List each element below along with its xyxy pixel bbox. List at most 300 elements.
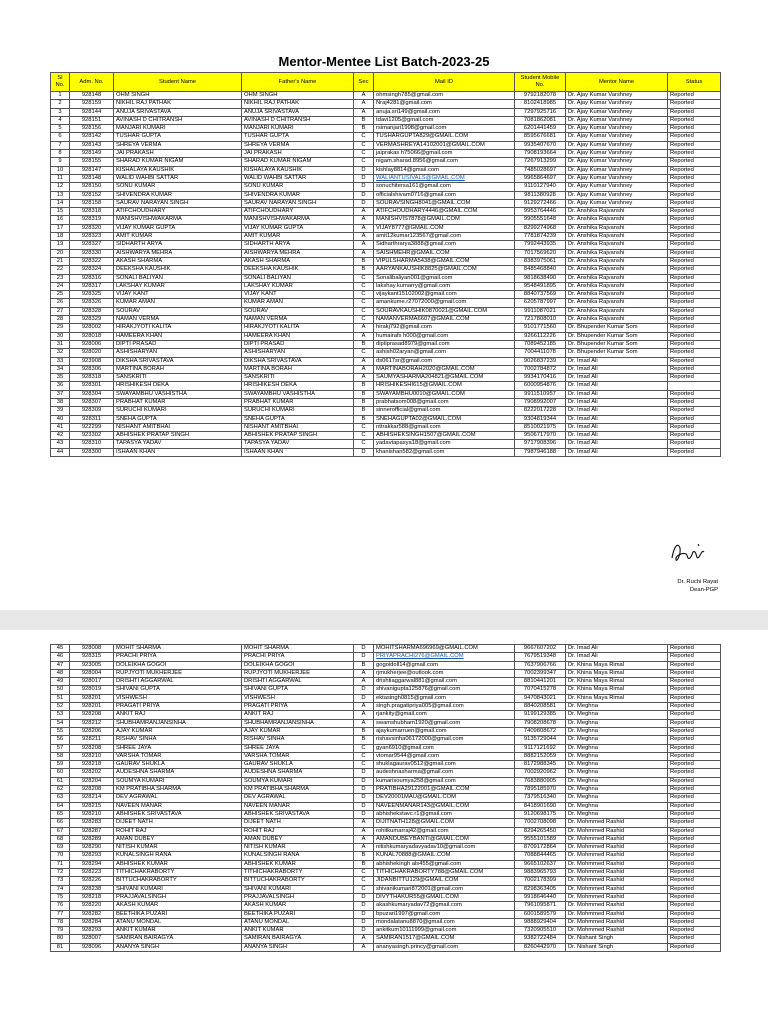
cell-fathers-name: PRAJJAVALSINGH — [242, 893, 354, 901]
cell-adm-no: 928149 — [70, 150, 114, 158]
cell-mail-id: DIVYTHAKUR55@GMAIL.COM — [374, 893, 515, 901]
table-header-row — [51, 73, 721, 92]
cell-mail-id: humairafs h000@gmail.com — [374, 332, 515, 340]
cell-student-name: PRACHI PRIYA — [114, 653, 242, 661]
cell-adm-no: 928318 — [70, 374, 114, 382]
cell-sec: A — [354, 92, 374, 100]
cell-sl-no: 27 — [51, 307, 70, 315]
cell-fathers-name: TITHICHAKRABORTY — [242, 869, 354, 877]
cell-sec: A — [354, 365, 374, 373]
table-row — [51, 374, 721, 382]
cell-fathers-name: RUPJYOTI MUKHERJEE — [242, 669, 354, 677]
table-row — [51, 257, 721, 265]
cell-fathers-name: MANJARI KUMARI — [242, 125, 354, 133]
cell-mobile-no: 9304819344 — [515, 415, 566, 423]
cell-fathers-name: AMAN DUBEY — [242, 835, 354, 843]
cell-sec: A — [354, 678, 374, 686]
cell-fathers-name: ANANYA SINGH — [242, 943, 354, 951]
cell-mail-id: shivanigupta125876@gmail.com — [374, 686, 515, 694]
cell-adm-no: 923302 — [70, 432, 114, 440]
cell-status: Reported — [668, 794, 721, 802]
cell-sl-no: 38 — [51, 398, 70, 406]
cell-adm-no: 928151 — [70, 116, 114, 124]
cell-fathers-name: LAKSHAY KUMAR — [242, 282, 354, 290]
cell-student-name: AMIT KUMAR — [114, 233, 242, 241]
cell-adm-no: 928311 — [70, 415, 114, 423]
mentor-mentee-table-part-2 — [50, 644, 721, 952]
cell-sl-no: 56 — [51, 736, 70, 744]
cell-mentor-name: Dr. Imad Ali — [566, 432, 668, 440]
table-row — [51, 736, 721, 744]
cell-sl-no: 47 — [51, 661, 70, 669]
cell-adm-no: 928320 — [70, 224, 114, 232]
cell-adm-no: 928215 — [70, 802, 114, 810]
table-row — [51, 769, 721, 777]
table-row — [51, 191, 721, 199]
cell-adm-no: 928007 — [70, 935, 114, 943]
cell-student-name: NIKHIL RAJ PATHAK — [114, 100, 242, 108]
cell-mail-id: ohmsingh785@gmail.com — [374, 92, 515, 100]
cell-mail-id: ATIFCHOUDHARY4446@GMAIL.COM — [374, 208, 515, 216]
cell-sl-no: 63 — [51, 794, 70, 802]
cell-mail-id: nigam.sharad.8956@gmail.com — [374, 158, 515, 166]
cell-fathers-name: DEV AGRAWAL — [242, 794, 354, 802]
cell-status: Reported — [668, 927, 721, 935]
table-row — [51, 407, 721, 415]
cell-student-name: DIJEET NATH — [114, 819, 242, 827]
cell-mentor-name: Dr. Mohmmed Rashid — [566, 835, 668, 843]
cell-student-name: GAURAV SHUKLA — [114, 761, 242, 769]
cell-student-name: DRISHTI AGGARWAL — [114, 678, 242, 686]
cell-sl-no: 22 — [51, 266, 70, 274]
table-body-part-1 — [51, 92, 721, 457]
cell-sl-no: 6 — [51, 133, 70, 141]
cell-sec: B — [354, 860, 374, 868]
cell-status: Reported — [668, 736, 721, 744]
cell-sec: D — [354, 893, 374, 901]
cell-mobile-no: 6001589579 — [515, 910, 566, 918]
cell-adm-no: 928142 — [70, 133, 114, 141]
cell-mentor-name: Dr. Anshika Rajvanshi — [566, 266, 668, 274]
cell-fathers-name: HRISHIKESH DEKA — [242, 382, 354, 390]
cell-adm-no: 928155 — [70, 158, 114, 166]
cell-mobile-no: 7679519348 — [515, 653, 566, 661]
header-status: Status — [668, 73, 721, 92]
table-row — [51, 761, 721, 769]
cell-fathers-name: ATANU MONDAL — [242, 918, 354, 926]
cell-sec: C — [354, 141, 374, 149]
cell-sec: B — [354, 116, 374, 124]
cell-mobile-no: 8595676681 — [515, 133, 566, 141]
signatory-designation: Dean-PGP — [689, 587, 718, 593]
table-row — [51, 423, 721, 431]
cell-student-name: HAMEERA KHAN — [114, 332, 242, 340]
cell-status: Reported — [668, 860, 721, 868]
cell-sec: C — [354, 432, 374, 440]
cell-student-name: ABHISHEK KUMAR — [114, 860, 242, 868]
table-row — [51, 943, 721, 951]
cell-mentor-name: Dr. Meghna — [566, 769, 668, 777]
cell-sl-no: 36 — [51, 382, 70, 390]
cell-mail-id: Sonalibaliyan001@gmail.com — [374, 274, 515, 282]
cell-student-name: TITHICHAKRABORTY — [114, 869, 242, 877]
cell-student-name: SOUMYA KUMARI — [114, 777, 242, 785]
cell-adm-no: 928204 — [70, 777, 114, 785]
cell-sec: D — [354, 166, 374, 174]
cell-sec: C — [354, 307, 374, 315]
cell-mobile-no: 8840737569 — [515, 291, 566, 299]
cell-sl-no: 37 — [51, 390, 70, 398]
cell-mail-id: SWAYAMBHU0010@GMAIL.COM — [374, 390, 515, 398]
cell-mail-id[interactable]: WALIANTUSIVALS@GMAIL.COM — [374, 174, 515, 182]
cell-mail-id: MOHITSHARMA696969@GMAIL.COM — [374, 645, 515, 653]
cell-sl-no: 76 — [51, 902, 70, 910]
cell-sec: A — [354, 719, 374, 727]
cell-mail-id: lakshay.kumarry@gmail.com — [374, 282, 515, 290]
cell-student-name: SHREYA VERMA — [114, 141, 242, 149]
cell-mentor-name: Dr. Ajay Kumar Varshney — [566, 100, 668, 108]
cell-mobile-no: 8882152059 — [515, 752, 566, 760]
cell-mentor-name: Dr. Imad Ali — [566, 398, 668, 406]
cell-adm-no: 928208 — [70, 786, 114, 794]
table-row — [51, 183, 721, 191]
cell-adm-no: 928159 — [70, 100, 114, 108]
table-row — [51, 448, 721, 456]
cell-mobile-no: 8299274968 — [515, 224, 566, 232]
cell-mobile-no: 9911510957 — [515, 390, 566, 398]
table-row — [51, 150, 721, 158]
table-row — [51, 224, 721, 232]
cell-sec: B — [354, 736, 374, 744]
cell-mail-id: Sidharthrarya3888@gmail.com — [374, 241, 515, 249]
cell-status: Reported — [668, 174, 721, 182]
cell-sl-no: 62 — [51, 786, 70, 794]
cell-mentor-name: Dr. Meghna — [566, 810, 668, 818]
cell-adm-no: 928218 — [70, 893, 114, 901]
cell-student-name: AVINASH D CHITRANSH — [114, 116, 242, 124]
table-row — [51, 653, 721, 661]
cell-status: Reported — [668, 257, 721, 265]
cell-mobile-no: 7409808672 — [515, 727, 566, 735]
cell-adm-no: 922299 — [70, 423, 114, 431]
cell-fathers-name: ABHISHEK KUMAR — [242, 860, 354, 868]
cell-mobile-no: 7987946188 — [515, 448, 566, 456]
cell-status: Reported — [668, 711, 721, 719]
cell-adm-no: 928330 — [70, 249, 114, 257]
cell-sl-no: 11 — [51, 174, 70, 182]
cell-status: Reported — [668, 869, 721, 877]
cell-mobile-no: 8840208581 — [515, 703, 566, 711]
cell-sec: B — [354, 257, 374, 265]
table-row — [51, 216, 721, 224]
cell-adm-no: 928158 — [70, 199, 114, 207]
table-row — [51, 233, 721, 241]
cell-sl-no: 65 — [51, 810, 70, 818]
cell-adm-no: 928212 — [70, 719, 114, 727]
cell-sl-no: 81 — [51, 943, 70, 951]
cell-student-name: SHIVANI GUPTA — [114, 686, 242, 694]
cell-mobile-no: 6205787997 — [515, 299, 566, 307]
table-row — [51, 266, 721, 274]
cell-mail-id: ananyasingh.princy@gmail.com — [374, 943, 515, 951]
cell-mentor-name: Dr. Ajay Kumar Varshney — [566, 125, 668, 133]
cell-sl-no: 1 — [51, 92, 70, 100]
cell-mentor-name: Dr. Ajay Kumar Varshney — [566, 199, 668, 207]
cell-mobile-no: 7908208678 — [515, 719, 566, 727]
cell-mentor-name: Dr. Mohmmed Rashid — [566, 918, 668, 926]
cell-sec: D — [354, 653, 374, 661]
cell-mentor-name: Dr. Imad Ali — [566, 415, 668, 423]
table-row — [51, 727, 721, 735]
cell-mentor-name: Dr. Anshika Rajvanshi — [566, 274, 668, 282]
cell-mail-id: abhishekingh als455@gmail.com — [374, 860, 515, 868]
cell-sl-no: 40 — [51, 415, 70, 423]
cell-student-name: SONU KUMAR — [114, 183, 242, 191]
table-row — [51, 274, 721, 282]
cell-fathers-name: DIPTI PRASAD — [242, 340, 354, 348]
cell-status: Reported — [668, 166, 721, 174]
cell-sec: D — [354, 802, 374, 810]
cell-adm-no: 928290 — [70, 844, 114, 852]
table-row — [51, 927, 721, 935]
cell-fathers-name: SNEHA GUPTA — [242, 415, 354, 423]
cell-sec: D — [354, 918, 374, 926]
cell-mentor-name: Dr. Imad Ali — [566, 390, 668, 398]
cell-mentor-name: Dr. Khina Maya Rimal — [566, 661, 668, 669]
table-row — [51, 340, 721, 348]
cell-student-name: KM PRATIBHA SHARMA — [114, 786, 242, 794]
cell-sec: B — [354, 415, 374, 423]
cell-mail-id: NAVEENMANAR143@GMAIL.COM — [374, 802, 515, 810]
cell-mentor-name: Dr. Mohmmed Rashid — [566, 877, 668, 885]
cell-mentor-name: Dr. Meghna — [566, 711, 668, 719]
cell-mentor-name: Dr. Meghna — [566, 727, 668, 735]
cell-sec: A — [354, 216, 374, 224]
cell-status: Reported — [668, 100, 721, 108]
cell-fathers-name: MANISHVISHWAKARMA — [242, 216, 354, 224]
cell-mobile-no: 7320905510 — [515, 927, 566, 935]
cell-sec: A — [354, 224, 374, 232]
cell-student-name: HRISHIKESH DEKA — [114, 382, 242, 390]
cell-adm-no: 928301 — [70, 382, 114, 390]
cell-fathers-name: NIKHIL RAJ PATHAK — [242, 100, 354, 108]
cell-sl-no: 44 — [51, 448, 70, 456]
cell-fathers-name: ANUJA SRIVASTAVA — [242, 108, 354, 116]
cell-mobile-no: 7267913299 — [515, 158, 566, 166]
cell-mail-id: TITHICHAKRABORTY788@GMAIL.COM — [374, 869, 515, 877]
cell-mentor-name: Dr. Mohmmed Rashid — [566, 844, 668, 852]
cell-mail-id: AARYANKAUSHIK8825@GMAIL.COM — [374, 266, 515, 274]
cell-fathers-name: SOUMYA KUMARI — [242, 777, 354, 785]
cell-fathers-name: WALID WAHBI SATTAR — [242, 174, 354, 182]
cell-mobile-no: 7992443935 — [515, 241, 566, 249]
cell-mentor-name: Dr. Bhupender Kumar Som — [566, 349, 668, 357]
cell-student-name: NAVEEN MANAR — [114, 802, 242, 810]
cell-sl-no: 64 — [51, 802, 70, 810]
cell-sec: D — [354, 694, 374, 702]
cell-mobile-no: 8294265450 — [515, 827, 566, 835]
cell-sl-no: 75 — [51, 893, 70, 901]
cell-fathers-name: SOURAV — [242, 307, 354, 315]
cell-fathers-name: ABHISHEK SRIVASTAVA — [242, 810, 354, 818]
cell-status: Reported — [668, 686, 721, 694]
cell-adm-no: 928008 — [70, 645, 114, 653]
cell-status: Reported — [668, 448, 721, 456]
cell-mentor-name: Dr. Imad Ali — [566, 653, 668, 661]
cell-mail-id: jaiprakas h75066@gmail.com — [374, 150, 515, 158]
cell-mobile-no: 8172988345 — [515, 761, 566, 769]
cell-sec: C — [354, 440, 374, 448]
cell-student-name: TUSHAR GUPTA — [114, 133, 242, 141]
cell-adm-no: 928304 — [70, 390, 114, 398]
cell-student-name: MOHIT SHARMA — [114, 645, 242, 653]
cell-student-name: ANKIT RAJ — [114, 711, 242, 719]
cell-sec: A — [354, 208, 374, 216]
cell-mobile-no: 8709172864 — [515, 844, 566, 852]
cell-fathers-name: KUMAR AMAN — [242, 299, 354, 307]
cell-sec: C — [354, 299, 374, 307]
cell-status: Reported — [668, 440, 721, 448]
cell-sec: B — [354, 852, 374, 860]
cell-status: Reported — [668, 133, 721, 141]
cell-sec: A — [354, 935, 374, 943]
cell-student-name: ASHISHARYAN — [114, 349, 242, 357]
cell-mail-id: kumarisoumya258@gmail.com — [374, 777, 515, 785]
cell-mentor-name: Dr. Ajay Kumar Varshney — [566, 174, 668, 182]
cell-sec: A — [354, 332, 374, 340]
cell-adm-no: 928310 — [70, 440, 114, 448]
cell-adm-no: 923908 — [70, 357, 114, 365]
cell-adm-no: 928322 — [70, 257, 114, 265]
cell-mail-id: amit12kumar123567@gmail.com — [374, 233, 515, 241]
cell-adm-no: 928019 — [70, 686, 114, 694]
cell-sl-no: 41 — [51, 423, 70, 431]
cell-sec: A — [354, 233, 374, 241]
cell-mail-id: drishtiaggarwal881@gmail.com — [374, 678, 515, 686]
cell-student-name: MARTINA BORAH — [114, 365, 242, 373]
cell-mentor-name: Dr. Meghna — [566, 777, 668, 785]
cell-mobile-no: 9888929404 — [515, 918, 566, 926]
cell-sec: A — [354, 357, 374, 365]
cell-mentor-name: Dr. Meghna — [566, 794, 668, 802]
cell-sl-no: 69 — [51, 844, 70, 852]
table-row — [51, 860, 721, 868]
cell-status: Reported — [668, 835, 721, 843]
table-row — [51, 869, 721, 877]
cell-mobile-no: 7017569620 — [515, 249, 566, 257]
cell-student-name: BEETHIKA PUZARI — [114, 910, 242, 918]
cell-student-name: OHM SINGH — [114, 92, 242, 100]
cell-adm-no: 928284 — [70, 918, 114, 926]
cell-fathers-name: SHREE JAYA — [242, 744, 354, 752]
cell-fathers-name: ISHAAN KHAN — [242, 448, 354, 456]
cell-adm-no: 928226 — [70, 877, 114, 885]
cell-mobile-no: 7070415278 — [515, 686, 566, 694]
cell-student-name: TAPASYA YADAV — [114, 440, 242, 448]
cell-sl-no: 17 — [51, 224, 70, 232]
cell-mail-id: gyan6910@gmail.com — [374, 744, 515, 752]
cell-adm-no: 928201 — [70, 703, 114, 711]
cell-mail-id: SAMIRAN1517@GMAIL.COM — [374, 935, 515, 943]
cell-mail-id: rishavsinha06172000@gmail.com — [374, 736, 515, 744]
cell-sec: B — [354, 407, 374, 415]
cell-sl-no: 59 — [51, 761, 70, 769]
cell-student-name: SNEHA GUPTA — [114, 415, 242, 423]
table-row — [51, 141, 721, 149]
cell-mobile-no: 7002784872 — [515, 365, 566, 373]
cell-student-name: SURUCHI KUMARI — [114, 407, 242, 415]
cell-sl-no: 45 — [51, 645, 70, 653]
cell-sl-no: 43 — [51, 440, 70, 448]
cell-sl-no: 35 — [51, 374, 70, 382]
cell-mobile-no: 9667607202 — [515, 645, 566, 653]
cell-student-name: VIJAY KUMAR GUPTA — [114, 224, 242, 232]
header-student-name: Student Name — [114, 73, 242, 92]
cell-status: Reported — [668, 224, 721, 232]
cell-adm-no: 928150 — [70, 183, 114, 191]
cell-mail-id[interactable]: PRIYAPRACHI276@GMAIL.COM — [374, 653, 515, 661]
cell-adm-no: 928316 — [70, 274, 114, 282]
cell-sec: D — [354, 927, 374, 935]
cell-mobile-no: 9101771560 — [515, 324, 566, 332]
table-row — [51, 711, 721, 719]
cell-student-name: NISHANT AMITBHAI — [114, 423, 242, 431]
cell-status: Reported — [668, 893, 721, 901]
cell-sec: C — [354, 291, 374, 299]
cell-sec: D — [354, 199, 374, 207]
cell-mentor-name: Dr. Ajay Kumar Varshney — [566, 108, 668, 116]
cell-fathers-name: MOHIT SHARMA — [242, 645, 354, 653]
table-row — [51, 827, 721, 835]
cell-mail-id: SAUMYASHARMA204821@GMAIL.COM — [374, 374, 515, 382]
cell-sl-no: 80 — [51, 935, 70, 943]
cell-student-name: LAKSHAY KUMAR — [114, 282, 242, 290]
cell-fathers-name: SONALI BALIYAN — [242, 274, 354, 282]
cell-mobile-no: 7961095871 — [515, 902, 566, 910]
cell-sl-no: 42 — [51, 432, 70, 440]
cell-student-name: ANUJA SRIVASTAVA — [114, 108, 242, 116]
cell-mobile-no: 9470843021 — [515, 694, 566, 702]
cell-status: Reported — [668, 844, 721, 852]
cell-mobile-no: 6201441459 — [515, 125, 566, 133]
cell-mail-id: hirakj792@gmail.com — [374, 324, 515, 332]
cell-mentor-name: Dr. Khina Maya Rimal — [566, 694, 668, 702]
cell-status: Reported — [668, 307, 721, 315]
cell-fathers-name: SANSKRITI — [242, 374, 354, 382]
cell-status: Reported — [668, 769, 721, 777]
cell-mail-id: AMANDUBEYBANTI@GMAIL.COM — [374, 835, 515, 843]
cell-status: Reported — [668, 332, 721, 340]
table-row — [51, 432, 721, 440]
cell-mentor-name: Dr. Imad Ali — [566, 357, 668, 365]
cell-mobile-no: 9548491895 — [515, 282, 566, 290]
cell-status: Reported — [668, 810, 721, 818]
cell-mail-id: ashish02aryan@gmail.com — [374, 349, 515, 357]
cell-mail-id: PRATIBHA29122001@GMAIL.COM — [374, 786, 515, 794]
table-row — [51, 678, 721, 686]
cell-fathers-name: KUNALSINGH RANA — [242, 852, 354, 860]
cell-mentor-name: Dr. Meghna — [566, 752, 668, 760]
cell-sl-no: 67 — [51, 827, 70, 835]
cell-fathers-name: VIJAY KUMAR GUPTA — [242, 224, 354, 232]
cell-sl-no: 18 — [51, 233, 70, 241]
cell-sl-no: 70 — [51, 852, 70, 860]
cell-status: Reported — [668, 432, 721, 440]
cell-sec: A — [354, 249, 374, 257]
cell-status: Reported — [668, 216, 721, 224]
cell-mentor-name: Dr. Imad Ali — [566, 382, 668, 390]
cell-mobile-no: 7002920962 — [515, 769, 566, 777]
